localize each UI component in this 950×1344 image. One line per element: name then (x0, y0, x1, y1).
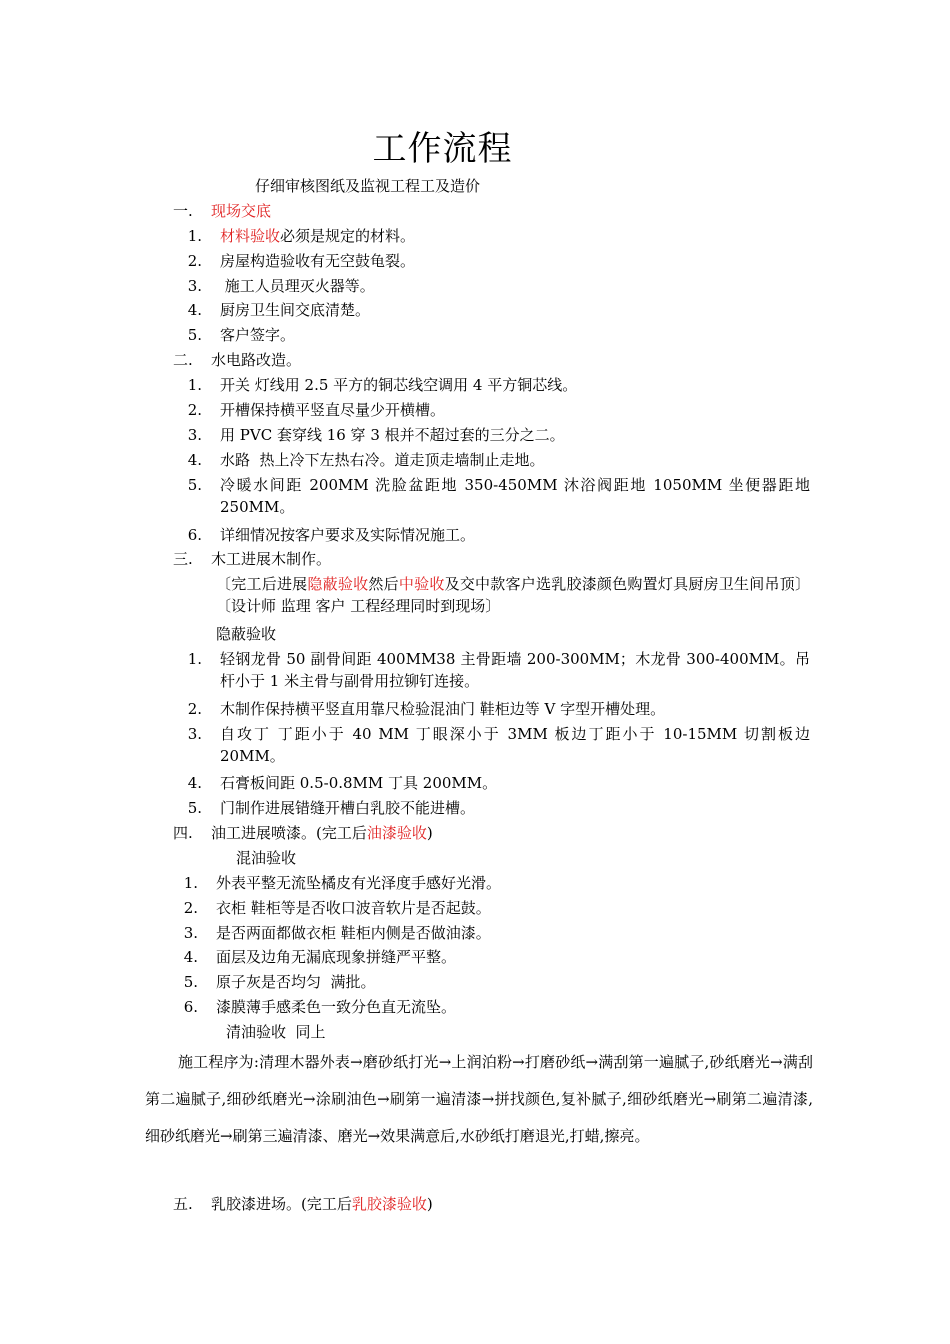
list-item: 1. 轻钢龙骨 50 副骨间距 400MM38 主骨距墙 200-300MM；木龙骨 300-400MM。吊杆小于 1 米主骨与副骨用拉铆钉连接。 (187, 650, 810, 690)
subheading: 隐蔽验收 (216, 625, 277, 643)
section-note: 〔完工后进展隐蔽验收然后中验收及交中款客户选乳胶漆颜色购置灯具厨房卫生间吊顶〕〔设计师 监理 客户 工程经理同时到现场〕 (216, 575, 810, 615)
section-heading-5: 五. 乳胶漆进场。(完工后乳胶漆验收) (173, 1195, 433, 1213)
section-heading-2: 二. 水电路改造。 (173, 351, 302, 369)
section-title: 现场交底 (211, 202, 272, 220)
section-heading-1 (173, 200, 271, 222)
list-item: 3. 自攻丁 丁距小于 40 MM 丁眼深小于 3MM 板边丁距小于 10-15MM 切割板边 20MM。 (187, 725, 810, 765)
subheading: 清油验收 同上 (226, 1023, 326, 1041)
document-page: 工作流程 仔细审核图纸及监视工程工及造价 一. 现场交底 1. 材料验收必须是规定的材料。 2. 房屋构造验收有无空鼓龟裂。 3. 施工人员理灭火器等。 4. 厨房卫生间交底清楚。 5. 客户签字。 二. 水电路改造。 1. 开关 灯线用 2.5 平方的铜芯线空调用 4 平方铜芯线。 2. 开槽保持横平竖直尽量少开横槽。 3. 用 PVC 套穿线 16 穿 3 根并不超过套的三分之二。 4. 水路 热上冷下左热右冷。道走顶走墙制止走地。 5. 冷暖水间距 200MM 洗脸盆距地 350-450MM 沐浴阀距地 1050MM 坐便器距地 250MM。 6. 详细情况按客户要求及实际情况施工。 三. 木工进展木制作。 〔完工后进展隐蔽验收然后中验收及交中款客户选乳胶漆颜色购置灯具厨房卫生间吊顶〕〔设计师 监理 客户 工程经理同时到现场〕 隐蔽验收 1. 轻钢龙骨 50 副骨间距 400MM38 主骨距墙 200-300MM；木龙骨 300-400MM。吊杆小于 1 米主骨与副骨用拉铆钉连接。 2. 木制作保持横平竖直用靠尺检验混油门 鞋柜边等 V 字型开槽处理。 3. 自攻丁 丁距小于 40 MM 丁眼深小于 3MM 板边丁距小于 10-15MM 切割板边 20MM。 4. 石膏板间距 0.5-0.8MM 丁具 200MM。 5. 门制作进展错缝开槽白乳胶不能进槽。 四. 油工进展喷漆。(完工后油漆验收) 混油验收 1. 外表平整无流坠橘皮有光泽度手感好光滑。 2. 衣柜 鞋柜等是否收口波音软片是否起鼓。 3. 是否两面都做衣柜 鞋柜内侧是否做油漆。 4. 面层及边角无漏底现象拼缝严平整。 5. 原子灰是否均匀 满批。 6. 漆膜薄手感柔色一致分色直无流坠。 清油验收 同上 施工程序为:清理木器外表→磨砂纸打光→上润泊粉→打磨砂纸→满刮第一遍腻子,砂纸磨光→满刮第二遍腻子,细砂纸磨光→涂刷油色→刷第一遍清漆→拼找颜色,复补腻子,细砂纸磨光→刷第二遍清漆,细砂纸磨光→刷第三遍清漆、磨光→效果满意后,水砂纸打磨退光,打蜡,擦亮。 五. 乳胶漆进场。(完工后乳胶漆验收) (0, 0, 950, 1344)
procedure-paragraph: 施工程序为:清理木器外表→磨砂纸打光→上润泊粉→打磨砂纸→满刮第一遍腻子,砂纸磨光→满刮第二遍腻子,细砂纸磨光→涂刷油色→刷第一遍清漆→拼找颜色,复补腻子,细砂纸磨光→刷第二遍清漆,细砂纸磨光→刷第三遍清漆、磨光→效果满意后,水砂纸打磨退光,打蜡,擦亮。 (145, 1053, 813, 1145)
subheading: 混油验收 (236, 849, 297, 867)
section-number: 一. (173, 202, 193, 220)
page-subtitle: 仔细审核图纸及监视工程工及造价 (255, 177, 481, 195)
page-title: 工作流程 (372, 129, 513, 169)
section-heading-3: 三. 木工进展木制作。 (173, 550, 332, 568)
list-item: 5. 冷暖水间距 200MM 洗脸盆距地 350-450MM 沐浴阀距地 1050MM 坐便器距地 250MM。 (187, 476, 810, 516)
section-heading-4: 四. 油工进展喷漆。(完工后油漆验收) (173, 824, 433, 842)
